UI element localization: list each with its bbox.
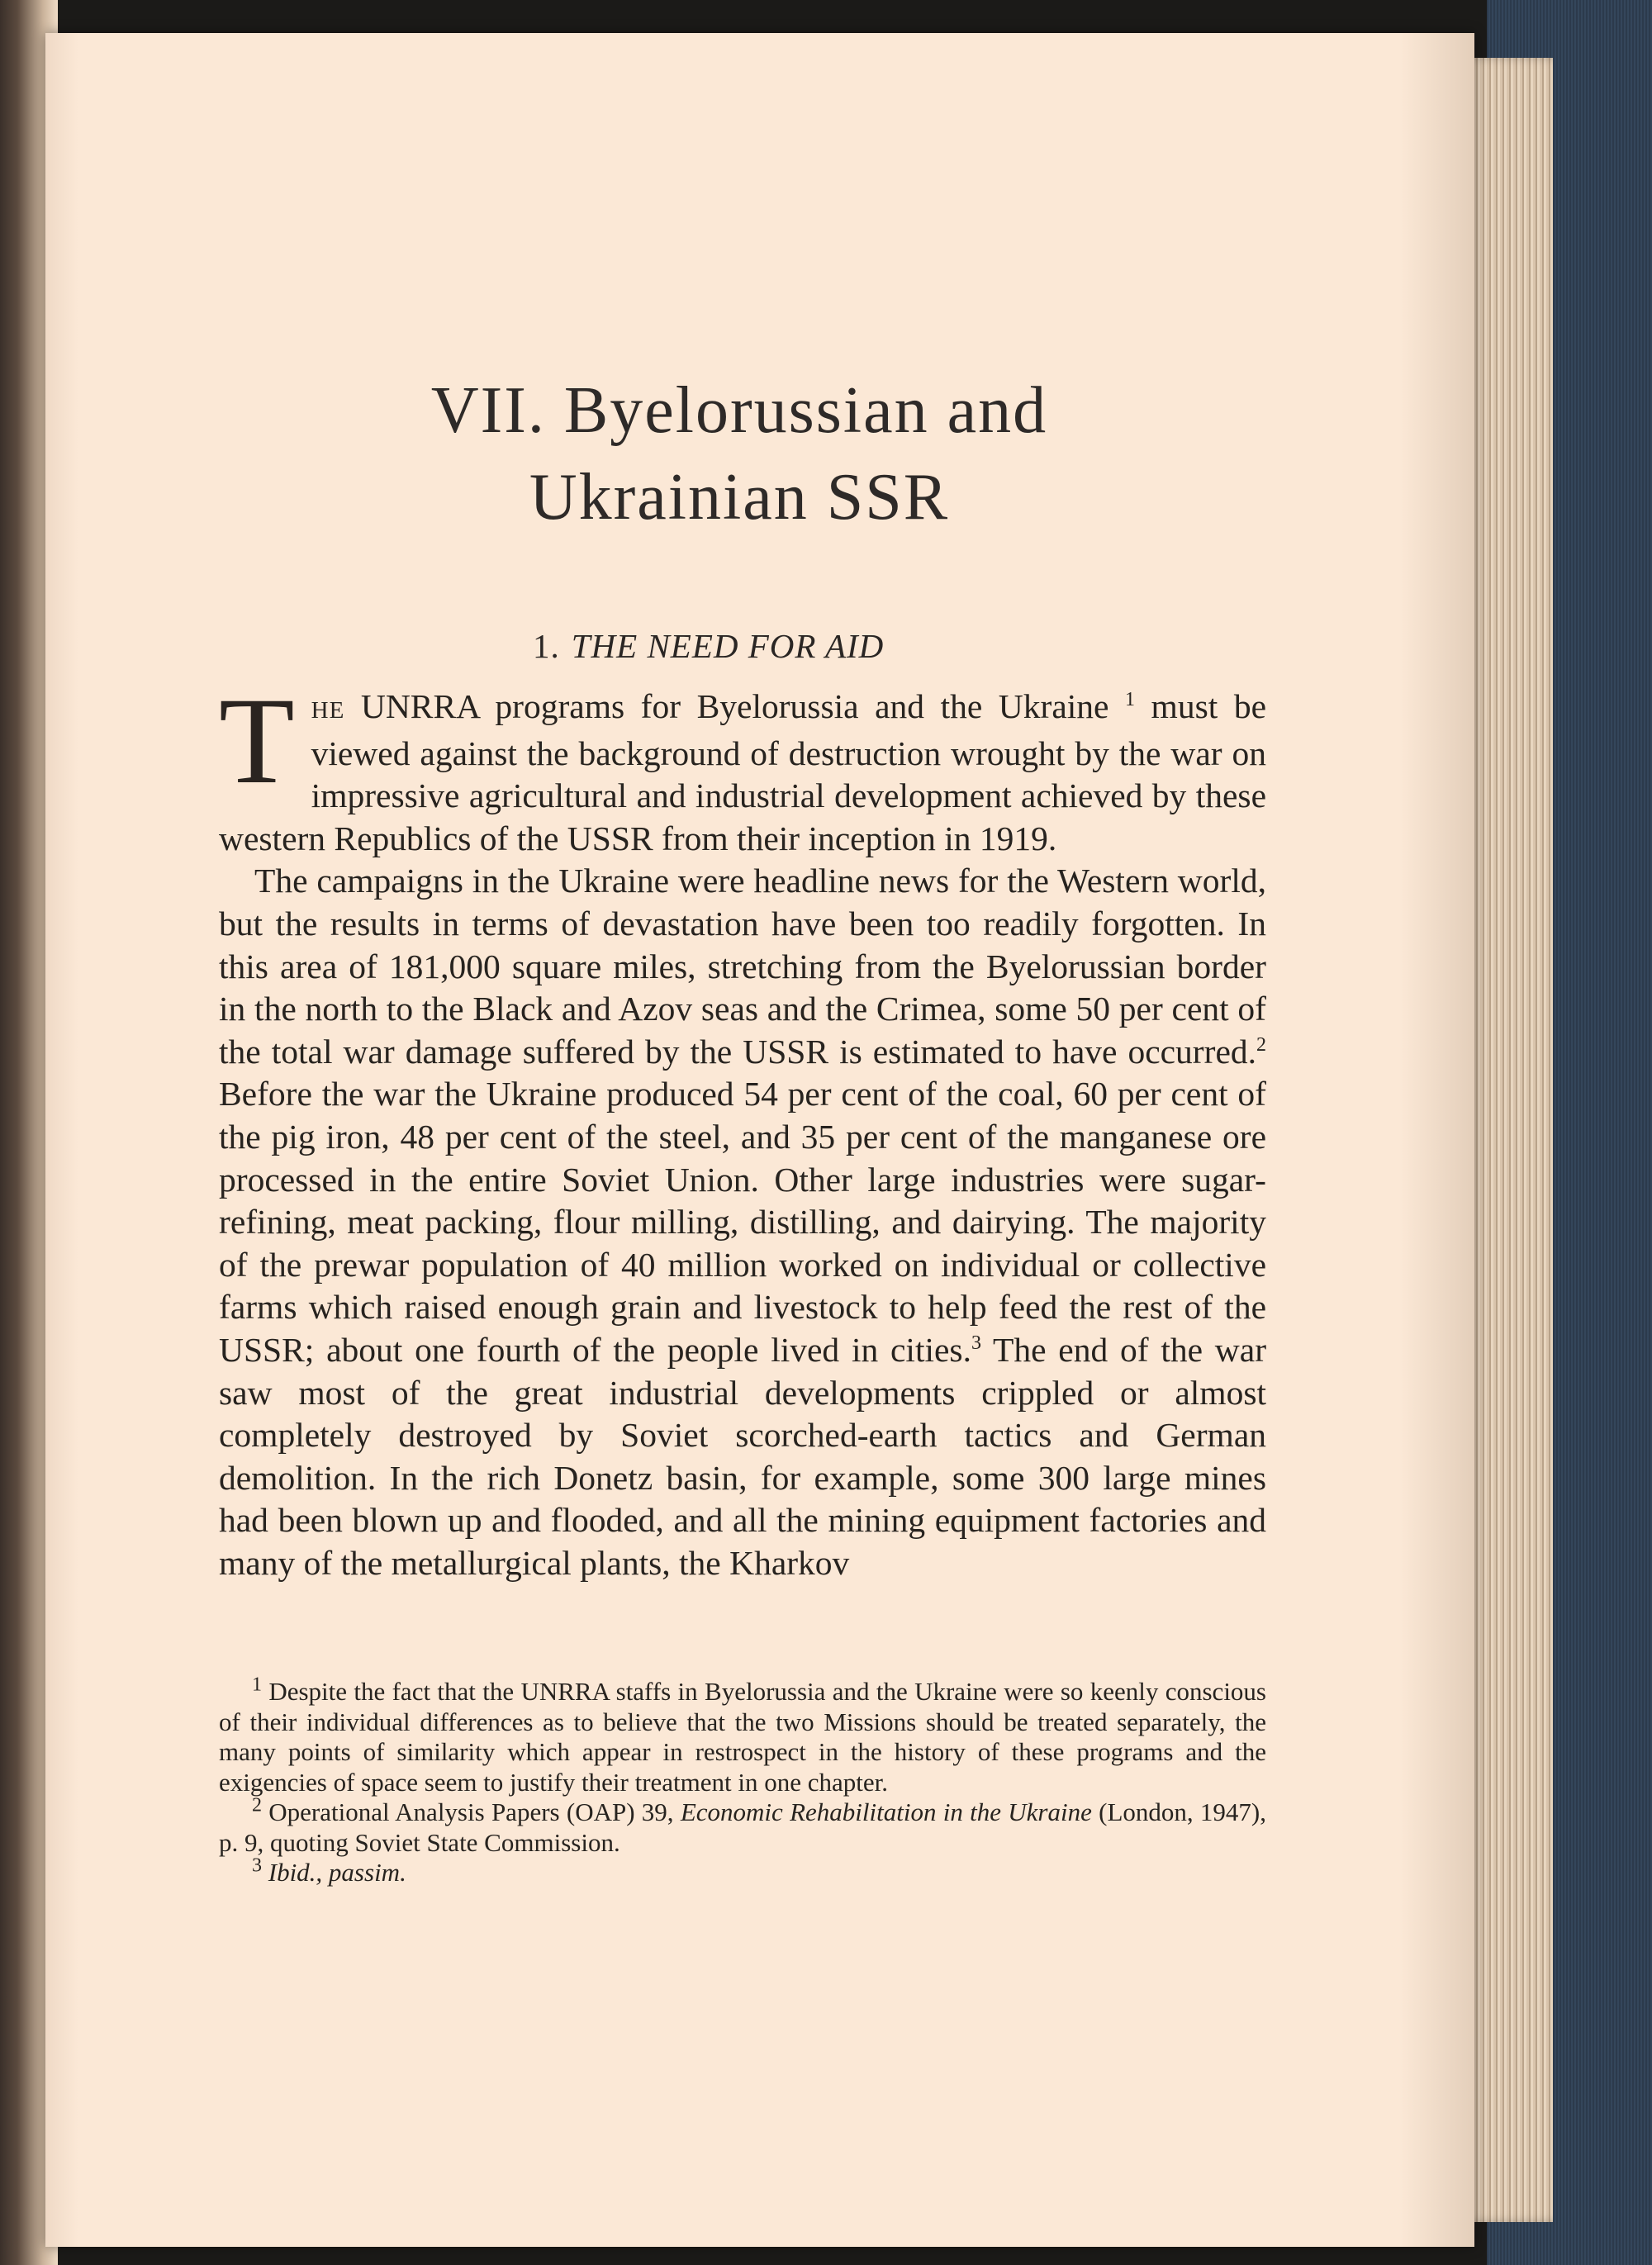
footnote-1-mark: 1: [252, 1674, 262, 1696]
drop-cap: T: [219, 672, 295, 810]
body-text: [219, 672, 1267, 1584]
paragraph-2-text-c: The end of the war saw most of the great industrial developments crippled or almost completely destroyed by Soviet scorched-earth tactics and German demolition. In the rich Donetz basin, for example, some 300 large mines had been blown up and flooded, and all the mining equipment factories and many of the metallurgical plants, the Kharkov: [219, 1330, 1267, 1582]
footnote-3-mark: 3: [252, 1854, 262, 1877]
paragraph-2-text-b: Before the war the Ukraine produced 54 per cent of the coal, 60 per cent of the pig iron, 48 per cent of the steel, and 35 per cent of the manganese ore processed in the entire Soviet Union. Other large industries were sugar-refining, meat packing, flour milling, distilling, and dairying. The majority of the prewar population of 40 million worked on individual or collective farms which raised enough grain and livestock to help feed the rest of the USSR; about one fourth of the people lived in cities.: [219, 1075, 1266, 1369]
paragraph-1: [219, 672, 1266, 860]
chapter-title-line1: VII. Byelorussian and: [430, 374, 1048, 447]
paragraph-1-text-a: UNRRA programs for Byelorussia and the Ukraine: [344, 687, 1126, 725]
footnote-2: [219, 1794, 1266, 1858]
footnote-1-text: Despite the fact that the UNRRA staffs in Byelorussia and the Ukraine were so keenly conscious of their individual differences as to believe that the two Missions should be treated separately, the many points of similarity which appear in restrospect in the history of these programs and the exigencies of space seem to justify their treatment in one chapter.: [219, 1677, 1266, 1797]
footnote-2-text-b: (London, 1947), p. 9, quoting Soviet State Commission.: [219, 1797, 1266, 1857]
footnote-3-text: Ibid., passim.: [262, 1858, 406, 1887]
paragraph-2: [219, 860, 1266, 1584]
footnote-2-mark: 2: [252, 1794, 262, 1816]
small-caps-lead: HE: [311, 697, 345, 724]
footnote-2-title: Economic Rehabilitation in the Ukraine: [680, 1797, 1092, 1826]
footnote-3: [219, 1854, 1266, 1888]
book-page: [45, 33, 1474, 2247]
chapter-title-line2: Ukrainian SSR: [529, 461, 950, 534]
footnotes: [219, 1674, 1266, 1888]
footnote-ref-3: 3: [971, 1332, 981, 1355]
section-heading: [533, 626, 1028, 666]
footnote-ref-1: 1: [1125, 689, 1136, 711]
footnote-ref-2: 2: [1256, 1033, 1266, 1056]
chapter-title: [45, 368, 1433, 541]
footnote-1: [219, 1674, 1266, 1797]
section-number: 1.: [533, 627, 560, 665]
footnote-2-text-a: Operational Analysis Papers (OAP) 39,: [262, 1797, 681, 1826]
section-title: THE NEED FOR AID: [571, 627, 885, 665]
paragraph-1-text-b: must be viewed against the background of destruction wrought by the war on impressive agricultural and industrial development achieved by these western Republics of the USSR from their inception in 1919.: [219, 687, 1266, 857]
paragraph-2-text-a: The campaigns in the Ukraine were headline news for the Western world, but the results in terms of devastation have been too readily forgotten. In this area of 181,000 square miles, stretching from the Byelorussian border in the north to the Black and Azov seas and the Crimea, some 50 per cent of the total war damage suffered by the USSR is estimated to have occurred.: [219, 862, 1266, 1071]
